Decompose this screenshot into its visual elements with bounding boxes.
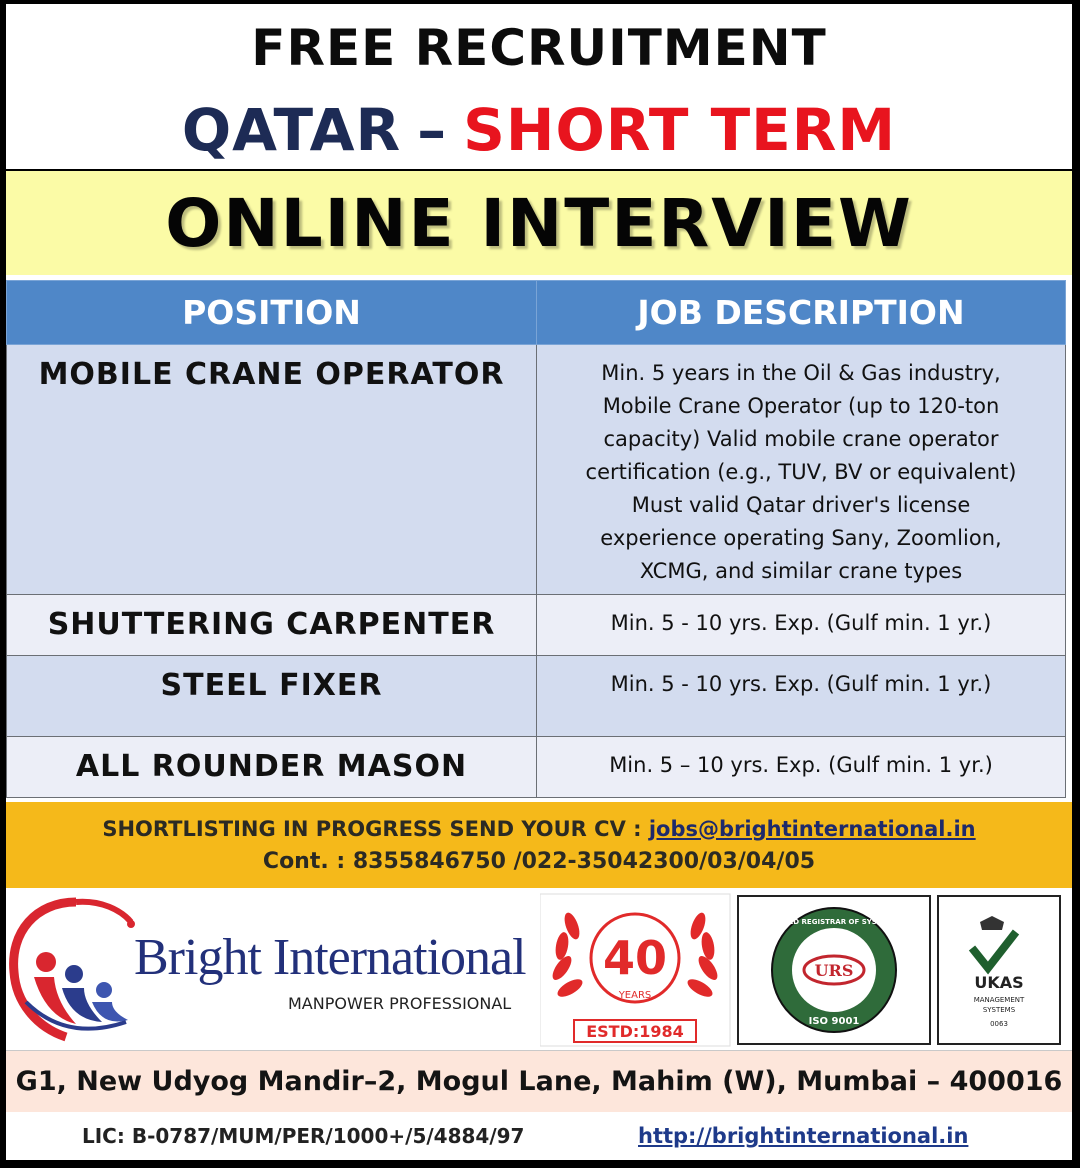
- cv-line: [102, 817, 975, 841]
- anniversary-years: YEARS: [618, 990, 652, 1001]
- anniversary-badge: [540, 894, 730, 1046]
- col-header-description: JOB DESCRIPTION: [537, 281, 1066, 345]
- website-link[interactable]: http://brightinternational.in: [638, 1124, 969, 1148]
- description-line: certification (e.g., TUV, BV or equivalent): [585, 460, 1017, 484]
- header-term: SHORT TERM: [463, 96, 897, 164]
- anniversary-estd: ESTD:1984: [586, 1022, 684, 1041]
- description-cell: [537, 595, 1066, 656]
- position-cell: MOBILE CRANE OPERATOR: [7, 345, 537, 595]
- cv-text: SHORTLISTING IN PROGRESS SEND YOUR CV :: [102, 816, 649, 841]
- brand-name: Bright International: [134, 929, 526, 986]
- ukas-code: 0063: [990, 1020, 1008, 1028]
- footer: [6, 1114, 1072, 1160]
- certification-badges: [540, 892, 1072, 1048]
- urs-iso-badge: [738, 896, 930, 1044]
- cv-contact-band: [6, 802, 1072, 888]
- urs-mid-text: URS: [814, 961, 854, 980]
- header-dash: –: [417, 96, 448, 164]
- description-cell: [537, 656, 1066, 737]
- description-cell: [537, 345, 1066, 595]
- brand-tagline: MANPOWER PROFESSIONAL: [288, 994, 512, 1013]
- email-link[interactable]: jobs@brightinternational.in: [648, 816, 976, 841]
- phone-line: Cont. : 8355846750 /022-35042300/03/04/05: [262, 848, 816, 874]
- positions-table: [6, 280, 1066, 798]
- description-line: Must valid Qatar driver's license: [631, 493, 971, 517]
- table-header-row: [7, 281, 1066, 345]
- description-line: Min. 5 – 10 yrs. Exp. (Gulf min. 1 yr.): [609, 753, 993, 777]
- recruitment-poster: [6, 4, 1072, 1160]
- position-cell: SHUTTERING CARPENTER: [7, 595, 537, 656]
- description-line: capacity) Valid mobile crane operator: [603, 427, 999, 451]
- ukas-sub2: SYSTEMS: [982, 1006, 1016, 1014]
- urs-bottom-text: ISO 9001: [808, 1016, 860, 1027]
- col-header-position: POSITION: [7, 281, 537, 345]
- logos-section: [6, 890, 1072, 1050]
- table-row: [7, 737, 1066, 798]
- header-country: QATAR: [181, 96, 402, 164]
- description-line: Min. 5 - 10 yrs. Exp. (Gulf min. 1 yr.): [610, 611, 992, 635]
- table-row: [7, 656, 1066, 737]
- ukas-text: UKAS: [974, 973, 1024, 992]
- address-band: [6, 1050, 1072, 1112]
- online-interview-banner: [6, 169, 1072, 275]
- ukas-sub1: MANAGEMENT: [973, 996, 1025, 1004]
- banner-text: ONLINE INTERVIEW: [165, 184, 913, 262]
- table-row: [7, 595, 1066, 656]
- position-cell: STEEL FIXER: [7, 656, 537, 737]
- license-number: LIC: B-0787/MUM/PER/1000+/5/4884/97: [82, 1124, 525, 1148]
- ukas-badge: [938, 896, 1060, 1044]
- description-line: Min. 5 years in the Oil & Gas industry,: [601, 361, 1001, 385]
- position-cell: ALL ROUNDER MASON: [7, 737, 537, 798]
- header-line1: FREE RECRUITMENT: [251, 19, 827, 77]
- description-line: XCMG, and similar crane types: [639, 559, 963, 583]
- bright-international-logo-icon: [6, 892, 146, 1042]
- header-free-recruitment: [6, 4, 1072, 92]
- description-line: Mobile Crane Operator (up to 120-ton: [602, 394, 1000, 418]
- address-text: G1, New Udyog Mandir–2, Mogul Lane, Mahim (W), Mumbai – 400016: [15, 1066, 1063, 1097]
- urs-top-text: UNITED REGISTRAR OF SYSTEMS: [769, 918, 899, 926]
- description-line: experience operating Sany, Zoomlion,: [600, 526, 1002, 550]
- header-qatar-short-term: [6, 92, 1072, 168]
- anniversary-number: 40: [602, 931, 668, 985]
- description-cell: [537, 737, 1066, 798]
- table-row: [7, 345, 1066, 595]
- description-line: Min. 5 - 10 yrs. Exp. (Gulf min. 1 yr.): [610, 672, 992, 696]
- brand-block: [6, 890, 538, 1050]
